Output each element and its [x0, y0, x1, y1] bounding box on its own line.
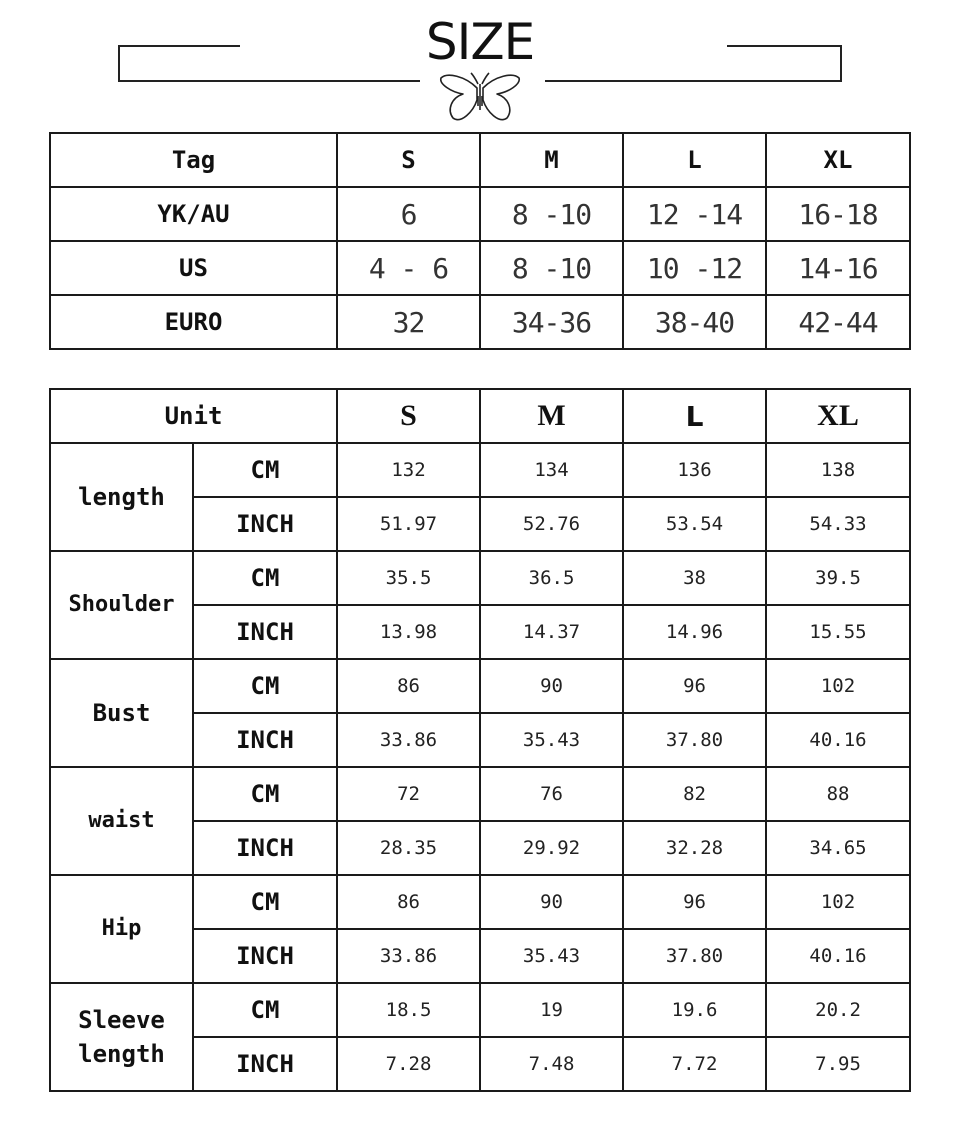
row-label: EURO — [50, 295, 337, 349]
table-cell: 19.6 — [623, 983, 766, 1037]
header-cell: L — [623, 133, 766, 187]
table-cell: 40.16 — [766, 713, 910, 767]
measure-label: Bust — [50, 659, 193, 767]
table-row — [50, 187, 910, 241]
header-cell: S — [337, 389, 480, 443]
measure-label: length — [50, 443, 193, 551]
table-cell: 35.5 — [337, 551, 480, 605]
table-cell: 38-40 — [623, 295, 766, 349]
header-cell: Unit — [50, 389, 337, 443]
table-cell: 90 — [480, 659, 623, 713]
table-cell: 33.86 — [337, 929, 480, 983]
measure-label: Shoulder — [50, 551, 193, 659]
table-cell: 86 — [337, 875, 480, 929]
unit-label: CM — [193, 443, 337, 497]
right-divider-line — [545, 80, 842, 82]
table-row — [50, 659, 910, 713]
table-row — [50, 875, 910, 929]
table-cell: 82 — [623, 767, 766, 821]
table-cell: 14.37 — [480, 605, 623, 659]
table-row — [50, 443, 910, 497]
table-row — [50, 551, 910, 605]
table-cell: 39.5 — [766, 551, 910, 605]
header-cell: S — [337, 133, 480, 187]
table-header-row — [50, 133, 910, 187]
table-cell: 42-44 — [766, 295, 910, 349]
table-cell: 88 — [766, 767, 910, 821]
table-cell: 37.80 — [623, 713, 766, 767]
table-cell: 35.43 — [480, 713, 623, 767]
table-cell: 19 — [480, 983, 623, 1037]
table-cell: 138 — [766, 443, 910, 497]
unit-label: INCH — [193, 497, 337, 551]
left-bracket-decoration — [118, 45, 240, 82]
table-header-row — [50, 389, 910, 443]
table-cell: 96 — [623, 875, 766, 929]
table-cell: 12 -14 — [623, 187, 766, 241]
table-row — [50, 241, 910, 295]
table-cell: 35.43 — [480, 929, 623, 983]
butterfly-icon — [437, 70, 523, 124]
table-cell: 132 — [337, 443, 480, 497]
table-cell: 20.2 — [766, 983, 910, 1037]
table-cell: 90 — [480, 875, 623, 929]
header-cell: XL — [766, 389, 910, 443]
table-cell: 38 — [623, 551, 766, 605]
table-cell: 34.65 — [766, 821, 910, 875]
measurement-table — [49, 388, 911, 1092]
table-cell: 72 — [337, 767, 480, 821]
table-cell: 7.28 — [337, 1037, 480, 1091]
table-row — [50, 767, 910, 821]
table-cell: 32 — [337, 295, 480, 349]
table-cell: 54.33 — [766, 497, 910, 551]
header-cell: M — [480, 389, 623, 443]
header-cell: XL — [766, 133, 910, 187]
table-cell: 7.95 — [766, 1037, 910, 1091]
table-cell: 96 — [623, 659, 766, 713]
table-cell: 4 - 6 — [337, 241, 480, 295]
table-cell: 6 — [337, 187, 480, 241]
table-cell: 34-36 — [480, 295, 623, 349]
table-cell: 76 — [480, 767, 623, 821]
row-label: YK/AU — [50, 187, 337, 241]
unit-label: INCH — [193, 605, 337, 659]
table-cell: 40.16 — [766, 929, 910, 983]
table-row — [50, 295, 910, 349]
measure-label: Hip — [50, 875, 193, 983]
header-cell: Tag — [50, 133, 337, 187]
header-cell: M — [480, 133, 623, 187]
unit-label: INCH — [193, 929, 337, 983]
left-divider-line — [118, 80, 420, 82]
table-cell: 36.5 — [480, 551, 623, 605]
table-cell: 136 — [623, 443, 766, 497]
table-cell: 16-18 — [766, 187, 910, 241]
header-cell: L — [623, 389, 766, 443]
unit-label: CM — [193, 767, 337, 821]
table-cell: 53.54 — [623, 497, 766, 551]
table-cell: 102 — [766, 875, 910, 929]
table-cell: 102 — [766, 659, 910, 713]
unit-label: INCH — [193, 713, 337, 767]
table-cell: 32.28 — [623, 821, 766, 875]
table-cell: 51.97 — [337, 497, 480, 551]
table-cell: 14.96 — [623, 605, 766, 659]
unit-label: CM — [193, 983, 337, 1037]
table-cell: 7.72 — [623, 1037, 766, 1091]
table-cell: 7.48 — [480, 1037, 623, 1091]
table-cell: 8 -10 — [480, 187, 623, 241]
table-cell: 134 — [480, 443, 623, 497]
unit-label: CM — [193, 551, 337, 605]
table-cell: 37.80 — [623, 929, 766, 983]
table-cell: 86 — [337, 659, 480, 713]
table-cell: 14-16 — [766, 241, 910, 295]
table-cell: 10 -12 — [623, 241, 766, 295]
unit-label: CM — [193, 659, 337, 713]
measure-label: Sleeve length — [50, 983, 193, 1091]
page-title: SIZE — [425, 13, 535, 71]
table-cell: 8 -10 — [480, 241, 623, 295]
size-header — [0, 0, 960, 130]
row-label: US — [50, 241, 337, 295]
right-bracket-decoration — [727, 45, 842, 82]
table-cell: 18.5 — [337, 983, 480, 1037]
table-cell: 28.35 — [337, 821, 480, 875]
table-row — [50, 983, 910, 1037]
unit-label: INCH — [193, 1037, 337, 1091]
tag-size-table — [49, 132, 911, 350]
table-cell: 13.98 — [337, 605, 480, 659]
table-cell: 15.55 — [766, 605, 910, 659]
unit-label: CM — [193, 875, 337, 929]
table-cell: 33.86 — [337, 713, 480, 767]
measure-label: waist — [50, 767, 193, 875]
unit-label: INCH — [193, 821, 337, 875]
table-cell: 29.92 — [480, 821, 623, 875]
table-cell: 52.76 — [480, 497, 623, 551]
